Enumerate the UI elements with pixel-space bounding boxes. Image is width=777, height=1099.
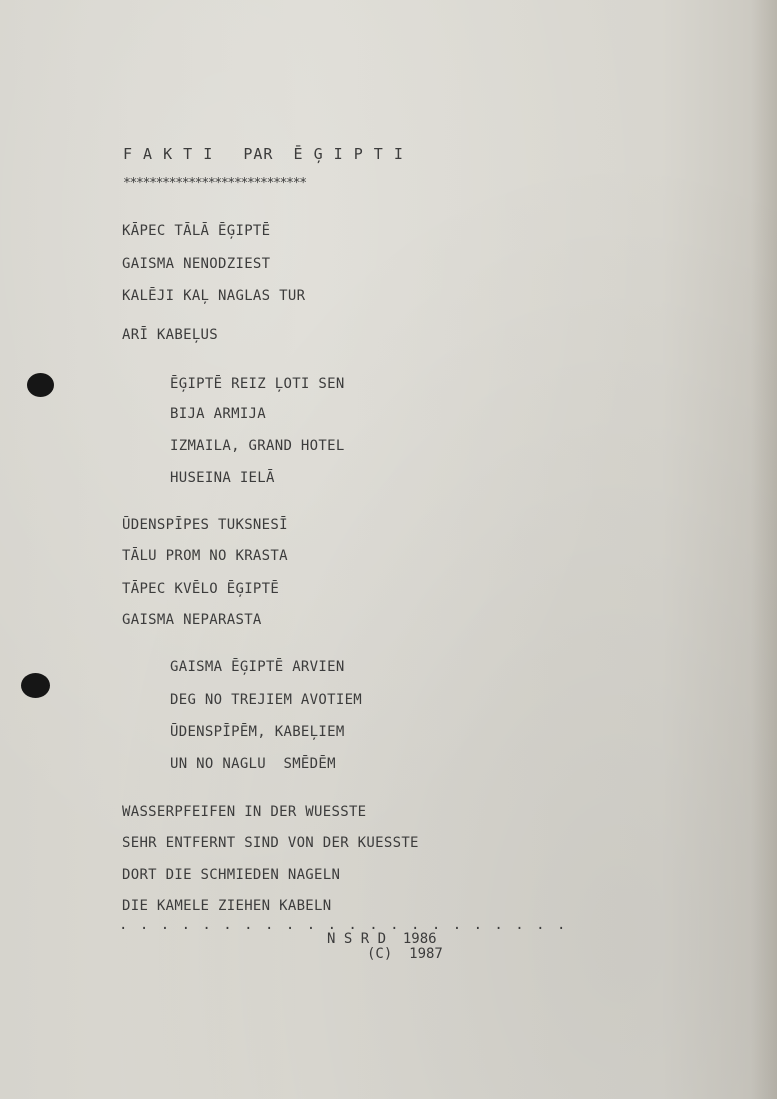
stanza-3-line-2: TĀLU PROM NO KRASTA [122,548,288,564]
copyright-line: (C) 1987 [367,946,443,962]
title-underline-asterisks: **************************** [123,176,306,191]
punch-hole-top [27,373,54,397]
stanza-4-line-2: DEG NO TREJIEM AVOTIEM [170,692,363,708]
stanza-3-line-4: GAISMA NEPARASTA [122,612,262,628]
page-edge-shadow [751,0,777,1099]
stanza-2-line-3: IZMAILA, GRAND HOTEL [170,438,345,454]
stanza-4-line-3: ŪDENSPĪPĒM, KABEĻIEM [170,724,345,740]
stanza-1-line-4: ARĪ KABEĻUS [122,327,219,343]
stanza-4-line-4: UN NO NAGLU SMĒDĒM [170,756,336,772]
stanza-3-line-1: ŪDENSPĪPES TUKSNESĪ [122,517,288,533]
dotted-rule: . . . . . . . . . . . . . . . . . . . . . . [119,917,568,933]
stanza-1-line-3: KALĒJI KAĻ NAGLAS TUR [122,288,306,304]
stanza-5-line-1: WASSERPFEIFEN IN DER WUESSTE [122,804,367,820]
stanza-2-line-2: BIJA ARMIJA [170,406,267,422]
author-signature: N S R D 1986 [327,931,437,947]
stanza-2-line-1: ĒĢIPTĒ REIZ ĻOTI SEN [170,376,345,392]
stanza-2-line-4: HUSEINA IELĀ [170,470,275,486]
punch-hole-bottom [21,673,50,698]
stanza-5-line-4: DIE KAMELE ZIEHEN KABELN [122,898,332,914]
stanza-1-line-2: GAISMA NENODZIEST [122,256,271,272]
stanza-3-line-3: TĀPEC KVĒLO ĒĢIPTĒ [122,581,280,597]
stanza-5-line-2: SEHR ENTFERNT SIND VON DER KUESSTE [122,835,419,851]
stanza-4-line-1: GAISMA ĒĢIPTĒ ARVIEN [170,659,345,675]
stanza-1-line-1: KĀPEC TĀLĀ ĒĢIPTĒ [122,223,271,239]
stanza-5-line-3: DORT DIE SCHMIEDEN NAGELN [122,867,341,883]
poem-title: F A K T I PAR Ē Ģ I P T I [123,145,404,163]
